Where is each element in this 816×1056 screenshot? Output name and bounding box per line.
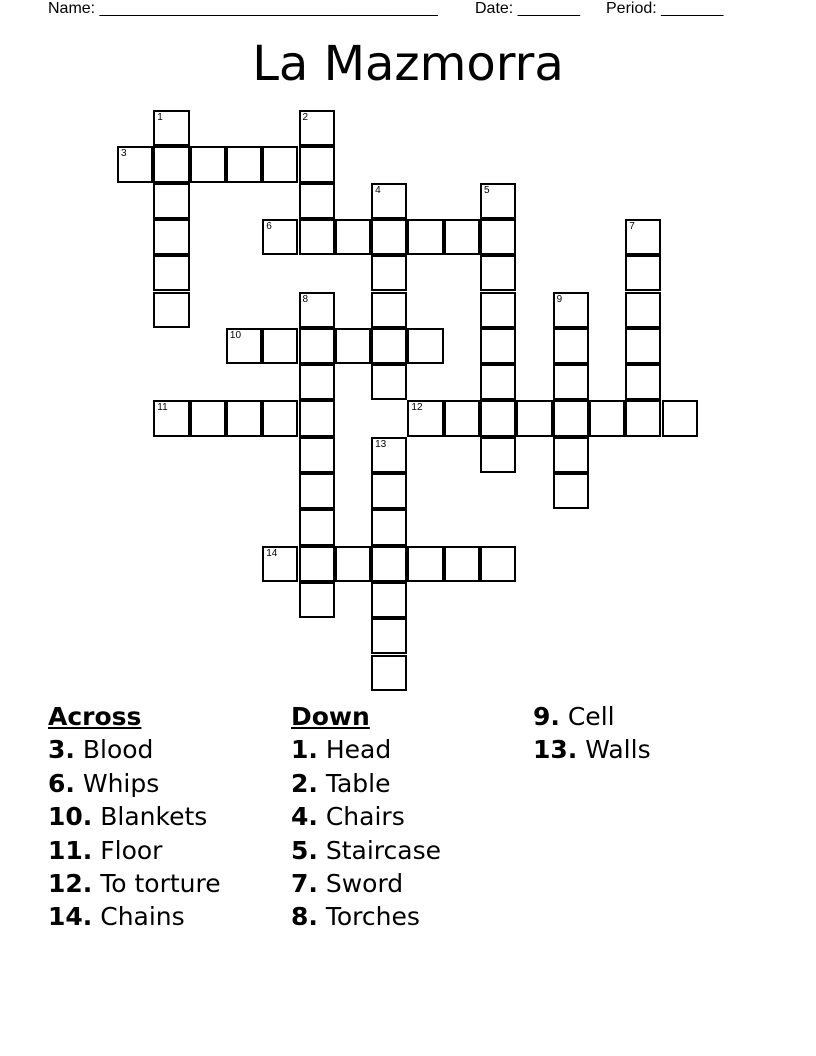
clue-item-number: 3. (48, 735, 75, 765)
clue-item-text: Floor (92, 835, 163, 865)
crossword-cell[interactable] (625, 328, 661, 364)
crossword-cell[interactable] (662, 400, 698, 436)
crossword-cell[interactable] (371, 219, 407, 255)
clue-item-text: Chains (92, 902, 185, 932)
crossword-cell[interactable] (371, 364, 407, 400)
clue-item-text: Walls (577, 735, 651, 765)
clue-item-number: 1. (291, 735, 318, 765)
clue-item-number: 10. (48, 802, 93, 832)
crossword-cell[interactable] (117, 146, 153, 182)
crossword-cell[interactable] (553, 437, 589, 473)
crossword-cell[interactable] (480, 546, 516, 582)
clue-item-text: Blankets (92, 802, 208, 832)
across-clues (48, 700, 221, 934)
clue-item-text: Whips (74, 768, 160, 798)
crossword-cell[interactable] (226, 146, 262, 182)
clue-item-text: Chairs (317, 802, 405, 832)
clue-item-text: Cell (559, 702, 615, 731)
crossword-cell[interactable] (444, 400, 480, 436)
crossword-cell[interactable] (299, 146, 335, 182)
clue-item (291, 767, 441, 800)
clue-number: 1 (157, 112, 163, 123)
crossword-cell[interactable] (262, 219, 298, 255)
crossword-cell[interactable] (407, 546, 443, 582)
crossword-cell[interactable] (407, 328, 443, 364)
crossword-cell[interactable] (190, 400, 226, 436)
name-field[interactable]: Name: ______________________________________ (48, 0, 438, 17)
crossword-cell[interactable] (371, 437, 407, 473)
clue-item (48, 767, 221, 800)
clue-number: 13 (375, 438, 387, 450)
clue-number: 2 (302, 112, 309, 123)
crossword-cell[interactable] (371, 473, 407, 509)
clue-number: 6 (266, 220, 272, 232)
down-clues-continued (533, 700, 651, 767)
clue-item (291, 867, 441, 900)
crossword-cell[interactable] (299, 219, 335, 255)
clue-item (48, 900, 221, 933)
crossword-cell[interactable] (153, 400, 189, 436)
crossword-cell[interactable] (299, 509, 335, 545)
crossword-cell[interactable] (153, 292, 189, 328)
crossword-cell[interactable] (371, 183, 407, 219)
clue-item (533, 700, 651, 733)
crossword-cell[interactable] (226, 400, 262, 436)
crossword-cell[interactable] (480, 292, 516, 328)
crossword-cell[interactable] (407, 400, 443, 436)
crossword-cell[interactable] (262, 400, 298, 436)
crossword-cell[interactable] (589, 400, 625, 436)
crossword-cell[interactable] (480, 255, 516, 291)
clue-item-text: To torture (92, 869, 221, 899)
crossword-cell[interactable] (480, 183, 516, 219)
crossword-cell[interactable] (625, 255, 661, 291)
clue-item (533, 733, 651, 766)
crossword-cell[interactable] (153, 146, 189, 182)
date-field[interactable]: Date: _______ (475, 0, 580, 17)
clue-number: 12 (411, 402, 423, 414)
clue-number: 14 (266, 547, 278, 559)
crossword-cell[interactable] (299, 582, 335, 618)
crossword-cell[interactable] (516, 400, 552, 436)
crossword-cell[interactable] (299, 546, 335, 582)
crossword-cell[interactable] (335, 219, 371, 255)
crossword-cell[interactable] (153, 219, 189, 255)
clue-number: 4 (375, 184, 381, 196)
crossword-cell[interactable] (553, 364, 589, 400)
clue-item-number: 5. (291, 835, 318, 865)
clue-item-number: 6. (48, 768, 75, 798)
crossword-cell[interactable] (480, 219, 516, 255)
clue-item (291, 800, 441, 833)
crossword-cell[interactable] (553, 400, 589, 436)
crossword-cell[interactable] (299, 292, 335, 328)
clue-item-number: 2. (291, 768, 318, 798)
crossword-cell[interactable] (625, 219, 661, 255)
period-field[interactable]: Period: _______ (606, 0, 724, 17)
crossword-cell[interactable] (625, 400, 661, 436)
clue-item-text: Torches (317, 902, 420, 932)
clue-item-text: Blood (74, 735, 154, 765)
clue-number: 10 (229, 329, 242, 341)
crossword-cell[interactable] (299, 364, 335, 400)
clue-item (291, 834, 441, 867)
clue-item-text: Head (317, 735, 392, 765)
crossword-cell[interactable] (625, 292, 661, 328)
crossword-cell[interactable] (299, 400, 335, 436)
clue-item-number: 9. (533, 702, 560, 731)
clue-item-text: Staircase (317, 835, 441, 865)
crossword-cell[interactable] (299, 110, 335, 146)
crossword-cell[interactable] (190, 146, 226, 182)
crossword-cell[interactable] (262, 546, 298, 582)
clue-item-number: 11. (48, 835, 93, 865)
crossword-cell[interactable] (480, 437, 516, 473)
clue-number: 5 (484, 184, 490, 196)
clue-number: 3 (121, 148, 127, 160)
crossword-cell[interactable] (371, 582, 407, 618)
crossword-cell[interactable] (153, 183, 189, 219)
crossword-cell[interactable] (371, 255, 407, 291)
crossword-cell[interactable] (262, 146, 298, 182)
clue-item-number: 14. (48, 902, 93, 932)
crossword-cell[interactable] (444, 546, 480, 582)
clue-number: 8 (302, 293, 309, 305)
crossword-cell[interactable] (480, 400, 516, 436)
crossword-cell[interactable] (299, 328, 335, 364)
clue-item-number: 4. (291, 802, 318, 832)
clue-item-number: 8. (291, 902, 318, 932)
crossword-cell[interactable] (407, 219, 443, 255)
crossword-cell[interactable] (553, 292, 589, 328)
clue-item-number: 13. (533, 735, 578, 765)
crossword-cell[interactable] (262, 328, 298, 364)
crossword-cell[interactable] (371, 655, 407, 691)
crossword-cell[interactable] (625, 364, 661, 400)
crossword-cell[interactable] (371, 328, 407, 364)
puzzle-title: La Mazmorra (252, 36, 564, 92)
clue-item (48, 834, 221, 867)
clue-item (291, 900, 441, 933)
crossword-cell[interactable] (299, 473, 335, 509)
crossword-cell[interactable] (371, 509, 407, 545)
clue-item-number: 7. (291, 869, 318, 899)
clue-item-number: 12. (48, 869, 93, 899)
clue-item (48, 867, 221, 900)
crossword-cell[interactable] (444, 219, 480, 255)
crossword-cell[interactable] (553, 328, 589, 364)
crossword-cell[interactable] (553, 473, 589, 509)
clue-item (291, 733, 441, 766)
crossword-cell[interactable] (153, 110, 189, 146)
down-heading: Down (291, 702, 370, 731)
clue-number: 11 (157, 402, 168, 414)
crossword-cell[interactable] (371, 546, 407, 582)
clue-item (48, 733, 221, 766)
crossword-cell[interactable] (299, 183, 335, 219)
clue-item-text: Sword (317, 869, 404, 899)
across-heading: Across (48, 702, 142, 731)
crossword-cell[interactable] (371, 292, 407, 328)
clue-number: 7 (629, 220, 635, 232)
clue-number: 9 (556, 293, 563, 305)
crossword-cell[interactable] (153, 255, 189, 291)
crossword-cell[interactable] (480, 328, 516, 364)
clue-item-text: Table (317, 768, 391, 798)
crossword-cell[interactable] (335, 328, 371, 364)
clue-item (48, 800, 221, 833)
crossword-cell[interactable] (335, 546, 371, 582)
crossword-cell[interactable] (480, 364, 516, 400)
down-clues (291, 700, 441, 934)
crossword-cell[interactable] (226, 328, 262, 364)
crossword-cell[interactable] (371, 618, 407, 654)
crossword-cell[interactable] (299, 437, 335, 473)
